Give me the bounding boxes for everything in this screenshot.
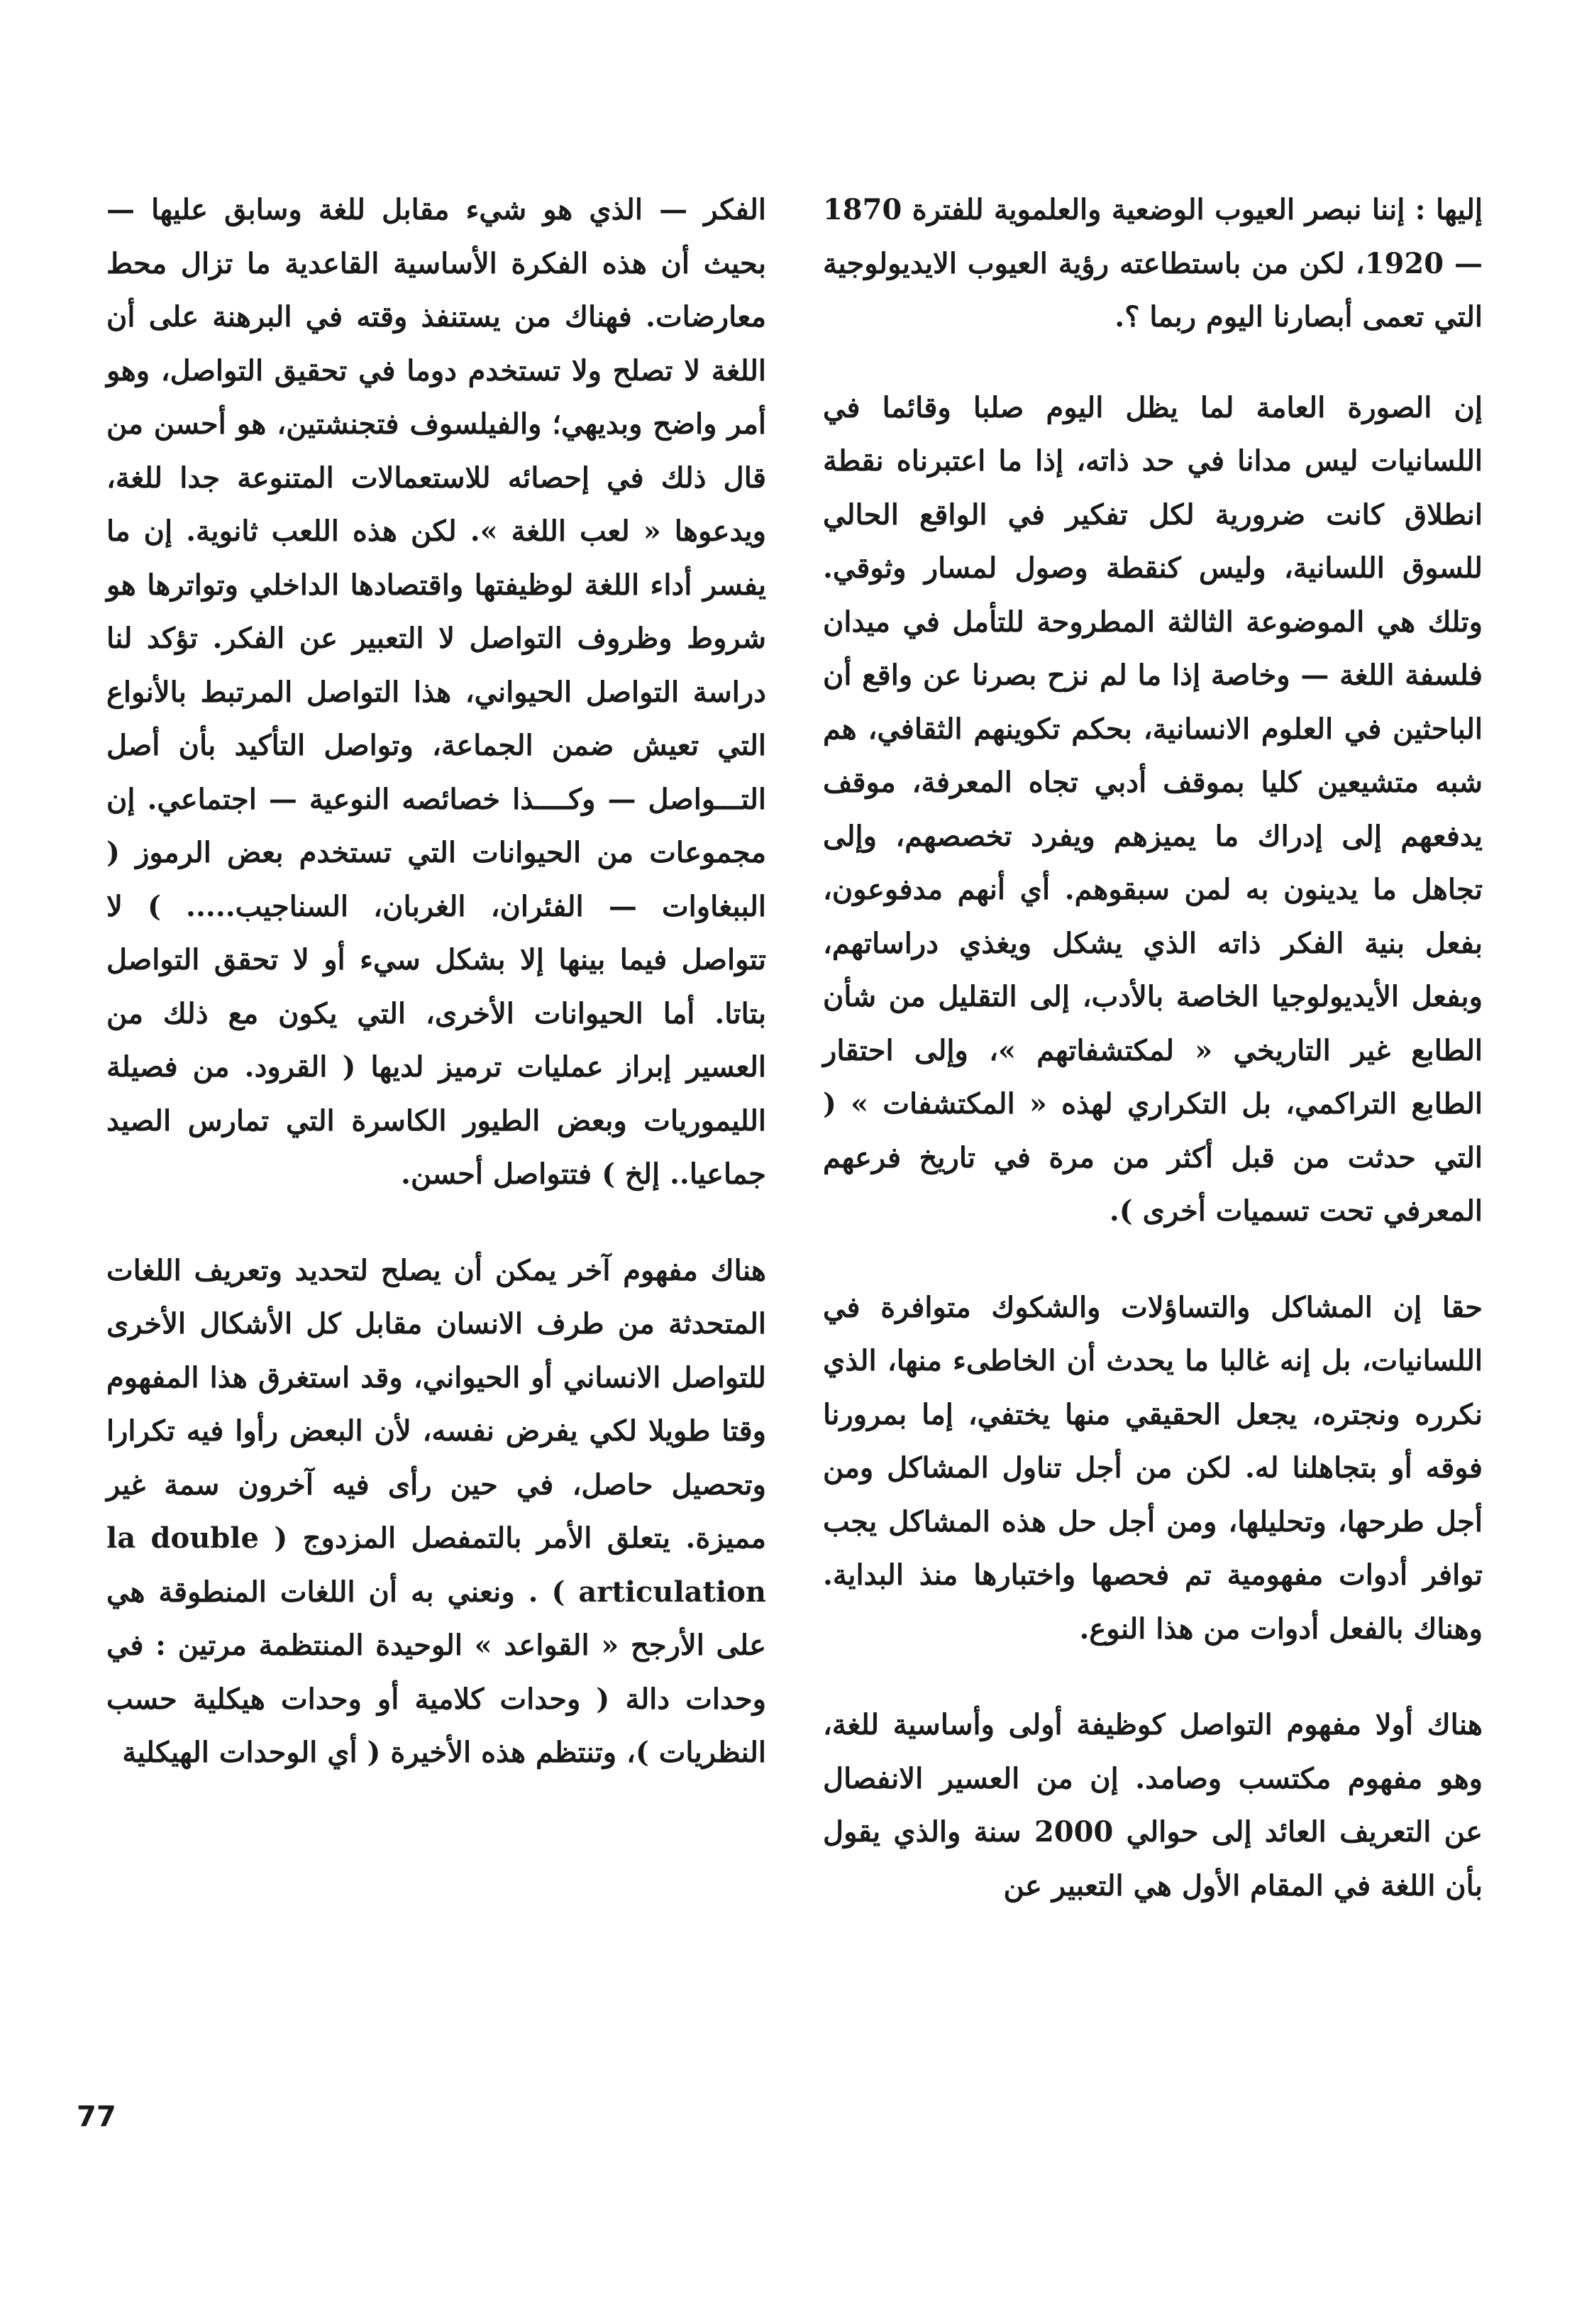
page-number: 77 bbox=[77, 2100, 116, 2133]
paragraph: الفكر — الذي هو شيء مقابل للغة وسابق عليها — بحيث أن هذه الفكرة الأساسية القاعدية ما تزال محط معارضات. فهناك من يستنفذ وقته في البرهنة على أن اللغة لا تصلح ولا تستخدم دوما في تحقيق التواصل، وهو أمر واضح وبديهي؛ والفيلسوف فتجنشتين، هو أحسن من قال ذلك في إحصائه للاستعمالات المتنوعة جدا للغة، ويدعوها « لعب اللغة ». لكن هذه اللعب ثانوية. إن ما يفسر أداء اللغة لوظيفتها واقتصادها الداخلي وتواترها هو شروط وظروف التواصل لا التعبير عن الفكر. تؤكد لنا دراسة التواصل الحيواني، هذا التواصل المرتبط بالأنواع التي تعيش ضمن الجماعة، وتواصل التأكيد بأن أصل التـــواصل — وكــــذا خصائصه النوعية — اجتماعي. إن مجموعات من الحيوانات التي تستخدم بعض الرموز ( الببغاوات — الفئران، الغربان، السناجيب..... ) لا تتواصل فيما بينها إلا بشكل سيء أو لا تحقق التواصل بتاتا. أما الحيوانات الأخرى، التي يكون مع ذلك من العسير إبراز عمليات ترميز لديها ( القرود. من فصيلة الليموريات وبعض الطيور الكاسرة التي تمارس الصيد جماعيا.. إلخ ) فتتواصل أحسن. bbox=[106, 193, 766, 1191]
paragraph: إن الصورة العامة لما يظل اليوم صلبا وقائما في اللسانيات ليس مدانا في حد ذاته، إذا ما اعتبرناه نقطة انطلاق كانت ضرورية لكل تفكير في الواقع الحالي للسوق اللسانية، وليس كنقطة وصول لمسار وثوقي. وتلك هي الموضوعة الثالثة المطروحة للتأمل في ميدان فلسفة اللغة — وخاصة إذا ما لم نزح بصرنا عن واقع أن الباحثين في العلوم الانسانية، بحكم تكوينهم الثقافي، هم شبه متشيعين كليا بموقف أدبي تجاه المعرفة، موقف يدفعهم إلى إدراك ما يميزهم ويفرد تخصصهم، وإلى تجاهل ما يدينون به لمن سبقوهم. أي أنهم مدفوعون، بفعل بنية الفكر ذاته الذي يشكل ويغذي دراساتهم، وبفعل الأيديولوجيا الخاصة بالأدب، إلى التقليل من شأن الطابع غير التاريخي « لمكتشفاتهم »، وإلى احتقار الطابع التراكمي، بل التكراري لهذه « المكتشفات » ( التي حدثت من قبل أكثر من مرة في تاريخ فرعهم المعرفي تحت تسميات أخرى ). bbox=[823, 390, 1483, 1228]
paragraph-gap bbox=[823, 1238, 1483, 1281]
paragraph: حقا إن المشاكل والتساؤلات والشكوك متوافرة في اللسانيات، بل إنه غالبا ما يحدث أن الخاطىء منها، الذي نكرره ونجتره، يجعل الحقيقي منها يختفي، إما بمرورنا فوقه أو بتجاهلنا له. لكن من أجل تناول المشاكل ومن أجل طرحها، وتحليلها، ومن أجل حل هذه المشاكل يجب توافر أدوات مفهومية تم فحصها واختبارها منذ البداية. وهناك بالفعل أدوات من هذا النوع. bbox=[823, 1290, 1483, 1646]
paragraph-gap bbox=[823, 1656, 1483, 1698]
paragraph: هناك أولا مفهوم التواصل كوظيفة أولى وأساسية للغة، وهو مفهوم مكتسب وصامد. إن من العسير الانفصال عن التعريف العائد إلى حوالي 2000 سنة والذي يقول بأن اللغة في المقام الأول هي التعبير عن bbox=[823, 1708, 1483, 1902]
left-column bbox=[106, 183, 766, 1780]
paragraph-gap bbox=[106, 1201, 766, 1244]
right-column bbox=[823, 183, 1483, 1912]
paragraph-gap bbox=[823, 344, 1483, 381]
paragraph: إليها : إننا نبصر العيوب الوضعية والعلموية للفترة 1870 — 1920، لكن من باستطاعته رؤية العيوب الايديولوجية التي تعمى أبصارنا اليوم ربما ؟. bbox=[823, 193, 1483, 334]
paragraph: هناك مفهوم آخر يمكن أن يصلح لتحديد وتعريف اللغات المتحدثة من طرف الانسان مقابل كل الأشكال الأخرى للتواصل الانساني أو الحيواني، وقد استغرق هذا المفهوم وقتا طويلا لكي يفرض نفسه، لأن البعض رأوا فيه تكرارا وتحصيل حاصل، في حين رأى فيه آخرون سمة غير مميزة. يتعلق الأمر بالتمفصل المزدوج ( la double articulation ) . ونعني به أن اللغات المنطوقة هي على الأرجح « القواعد » الوحيدة المنتظمة مرتين : في وحدات دالة ( وحدات كلامية أو وحدات هيكلية حسب النظريات )، وتنتظم هذه الأخيرة ( أي الوحدات الهيكلية bbox=[106, 1253, 766, 1769]
